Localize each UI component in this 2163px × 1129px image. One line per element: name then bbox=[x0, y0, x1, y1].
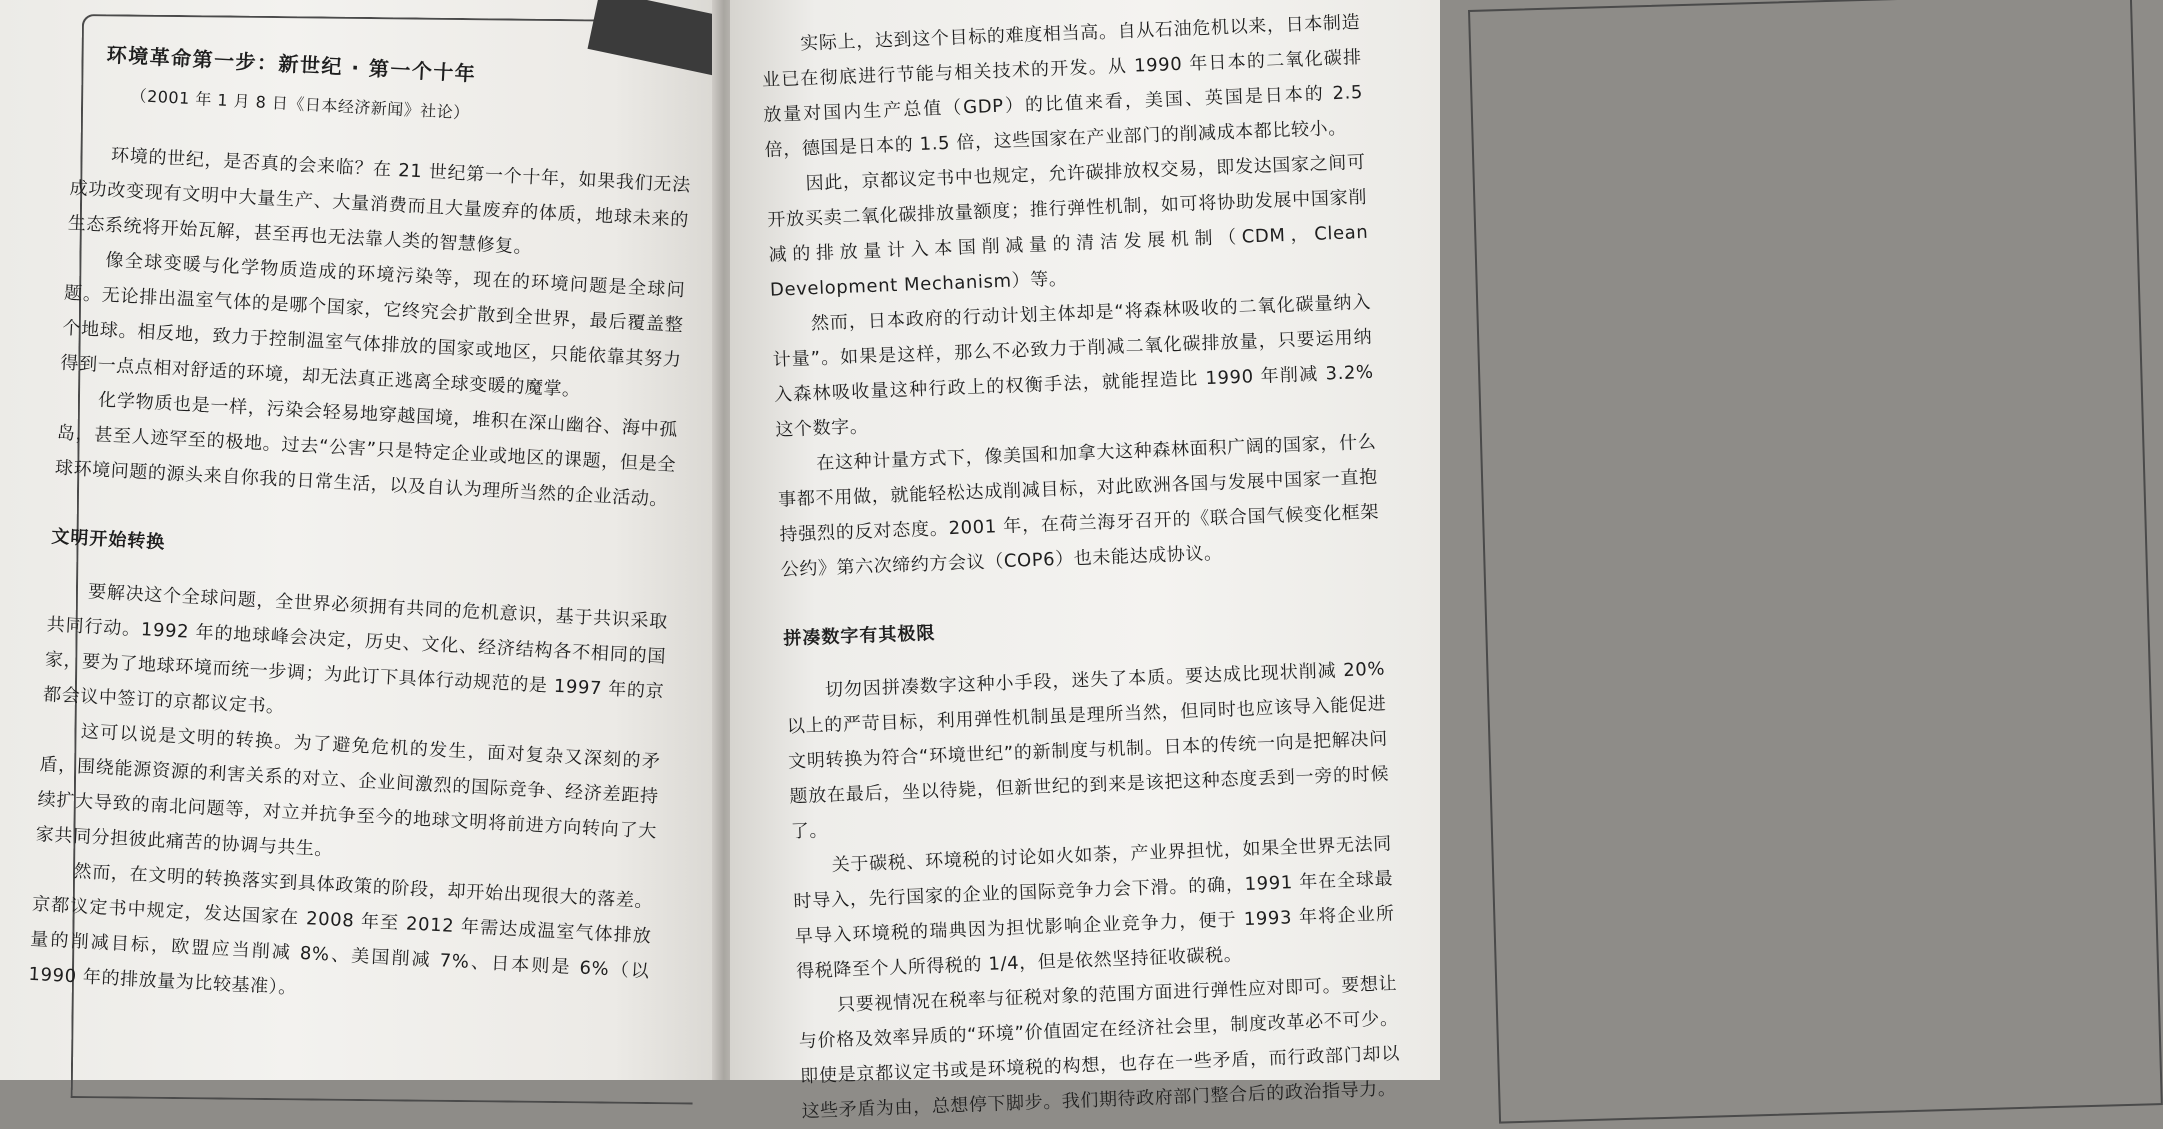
paragraph: 因此，京都议定书中也规定，允许碳排放权交易，即发达国家之间可开放买卖二氧化碳排放量额度；推行弹性机制，如可将协助发展中国家削减的排放量计入本国削减量的清洁发展机制（CDM，Clean Development Mechanism）等。 bbox=[766, 151, 1369, 301]
paragraph: 关于碳税、环境税的讨论如火如荼，产业界担忧，如果全世界无法同时导入，先行国家的企业的国际竞争力会下滑。的确，1991 年在全球最早导入环境税的瑞典因为担忧影响企业竞争力，便于 1993 年将企业所得税降至个人所得税的 1/4，但是依然坚持征收碳税。 bbox=[793, 833, 1395, 983]
paragraph: 实际上，达到这个目标的难度相当高。自从石油危机以来，日本制造业已在彻底进行节能与相关技术的开发。从 1990 年日本的二氧化碳排放量对国内生产总值（GDP）的比值来看，美国、英国是日本的 2.5 倍，德国是日本的 1.5 倍，这些国家在产业部门的削减成本都比较小。 bbox=[761, 11, 1364, 161]
article-source: （2001 年 1 月 8 日《日本经济新闻》社论） bbox=[130, 85, 471, 123]
right-page-text bbox=[760, 5, 1402, 1129]
paragraph: 然而，在文明的转换落实到具体政策的阶段，却开始出现很大的落差。京都议定书中规定，发达国家在 2008 年至 2012 年需达成温室气体排放量的削减目标，欧盟应当削减 8%、美国削减 7%、日本则是 6%（以 1990 年的排放量为比较基准）。 bbox=[27, 860, 654, 999]
paragraph: 然而，日本政府的行动计划主体却是“将森林吸收的二氧化碳量纳入计量”。如果是这样，那么不必致力于削减二氧化碳排放量，只要运用纳入森林吸收量这种行政上的权衡手法，就能捏造比 1990 年削减 3.2% 这个数字。 bbox=[772, 291, 1375, 441]
paragraph: 要解决这个全球问题，全世界必须拥有共同的危机意识，基于共识采取共同行动。1992 年的地球峰会决定，历史、文化、经济结构各不相同的国家，要为了地球环境而统一步调；为此订下具体行动规范的是 1997 年的京都会议中签订的京都议定书。 bbox=[42, 581, 669, 718]
section-heading: 拼凑数字有其极限 bbox=[783, 622, 936, 650]
right-page-border bbox=[1468, 0, 2163, 1124]
paragraph: 切勿因拼凑数字这种小手段，迷失了本质。要达成比现状削减 20% 以上的严苛目标，利用弹性机制虽是理所当然，但同时也应该导入能促进文明转换为符合“环境世纪”的新制度与机制。日本的传统一向是把解决问题放在最后，坐以待毙，但新世纪的到来是该把这种态度丢到一旁的时候了。 bbox=[786, 658, 1390, 843]
paragraph: 化学物质也是一样，污染会轻易地穿越国境，堆积在深山幽谷、海中孤岛，甚至人迹罕至的极地。过去“公害”只是特定企业或地区的课题，但是全球环境问题的源头来自你我的日常生活，以及自认为理所当然的企业活动。 bbox=[54, 389, 679, 511]
left-page-text bbox=[28, 30, 698, 1024]
section-heading: 文明开始转换 bbox=[50, 526, 166, 554]
paragraph: 在这种计量方式下，像美国和加拿大这种森林面积广阔的国家，什么事都不用做，就能轻松达成削减目标，对此欧洲各国与发展中国家一直抱持强烈的反对态度。2001 年，在荷兰海牙召开的《联合国气候变化框架公约》第六次缔约方会议（COP6）也未能达成协议。 bbox=[777, 431, 1380, 581]
paragraph: 像全球变暖与化学物质造成的环境污染等，现在的环境问题是全球问题。无论排出温室气体的是哪个国家，它终究会扩散到全世界，最后覆盖整个地球。相反地，致力于控制温室气体排放的国家或地区，只能依靠其努力得到一点点相对舒适的环境，却无法真正逃离全球变暖的魔掌。 bbox=[59, 249, 686, 401]
paragraph: 只要视情况在税率与征税对象的范围方面进行弹性应对即可。要想让与价格及效率异质的“环境”价值固定在经济社会里，制度改革必不可少。即使是京都议定书或是环境税的构想，也存在一些矛盾，而行政部门却以这些矛盾为由，总想停下脚步。我们期待政府部门整合后的政治指导力。 bbox=[798, 973, 1401, 1123]
paragraph: 环境的世纪，是否真的会来临？在 21 世纪第一个十年，如果我们无法成功改变现有文明中大量生产、大量消费而且大量废弃的体质，地球未来的生态系统将开始瓦解，甚至再也无法靠人类的智慧修复。 bbox=[67, 144, 692, 259]
article-title: 环境革命第一步：新世纪 · 第一个十年 bbox=[106, 42, 477, 86]
paragraph: 这可以说是文明的转换。为了避免危机的发生，面对复杂又深刻的矛盾，围绕能源资源的利害关系的对立、企业间激烈的国际竞争、经济差距持续扩大导致的南北问题等，对立并抗争至今的地球文明将前进方向转向了大家共同分担彼此痛苦的协调与共生。 bbox=[35, 721, 662, 861]
